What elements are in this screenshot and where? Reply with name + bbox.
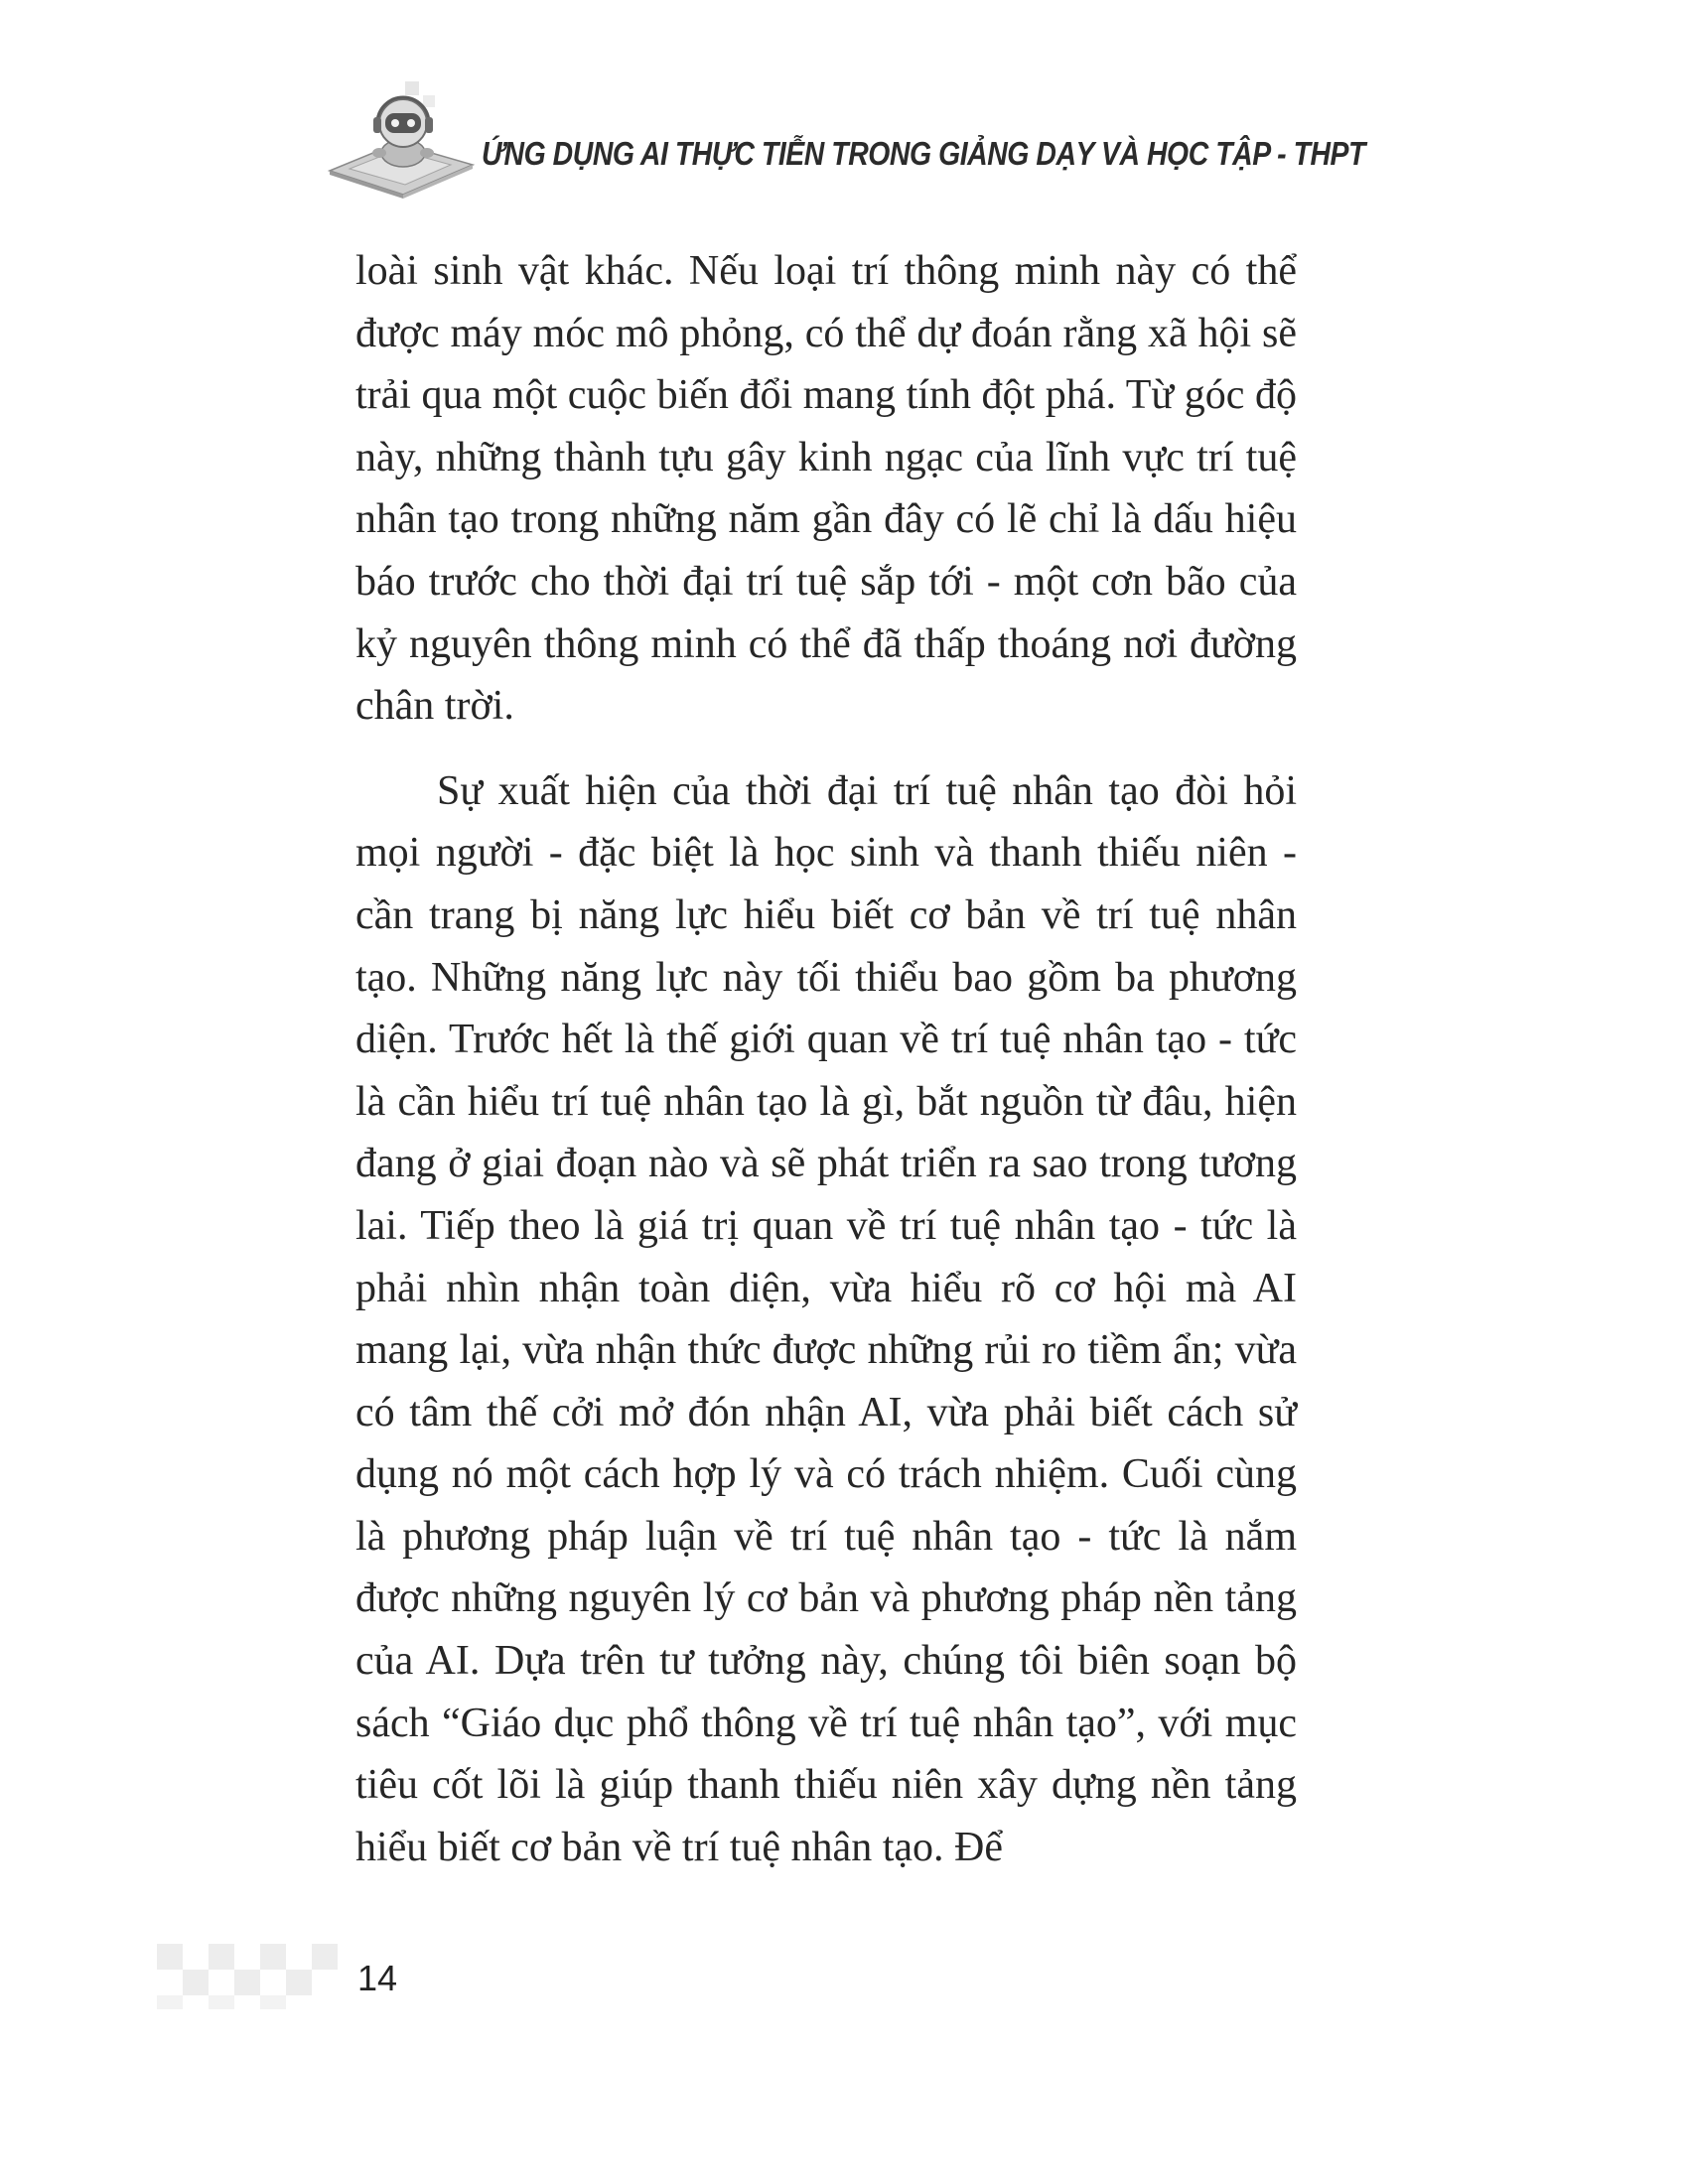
running-title: ỨNG DỤNG AI THỰC TIỄN TRONG GIẢNG DẠY VÀ HỌC TẬP - THPT [482,135,1365,172]
paragraph: loài sinh vật khác. Nếu loại trí thông minh này có thể được máy móc mô phỏng, có thể dự đoán rằng xã hội sẽ trải qua một cuộc biến đổi mang tính đột phá. Từ góc độ này, những thành tựu gây kinh ngạc của lĩnh vực trí tuệ nhân tạo trong những năm gần đây có lẽ chỉ là dấu hiệu báo trước cho thời đại trí tuệ sắp tới - một cơn bão của kỷ nguyên thông minh có thể đã thấp thoáng nơi đường chân trời. [355,248,1297,730]
page-footer [157,1944,415,2013]
checker-pattern-decoration [157,1944,355,2013]
page-header [328,79,1420,208]
paragraph: Sự xuất hiện của thời đại trí tuệ nhân tạo đòi hỏi mọi người - đặc biệt là học sinh và thanh thiếu niên - cần trang bị năng lực hiểu biết cơ bản về trí tuệ nhân tạo. Những năng lực này tối thiểu bao gồm ba phương diện. Trước hết là thế giới quan về trí tuệ nhân tạo - tức là cần hiểu trí tuệ nhân tạo là gì, bắt nguồn từ đâu, hiện đang ở giai đoạn nào và sẽ phát triển ra sao trong tương lai. Tiếp theo là giá trị quan về trí tuệ nhân tạo - tức là phải nhìn nhận toàn diện, vừa hiểu rõ cơ hội mà AI mang lại, vừa nhận thức được những rủi ro tiềm ẩn; vừa có tâm thế cởi mở đón nhận AI, vừa phải biết cách sử dụng nó một cách hợp lý và có trách nhiệm. Cuối cùng là phương pháp luận về trí tuệ nhân tạo - tức là nắm được những nguyên lý cơ bản và phương pháp nền tảng của AI. Dựa trên tư tưởng này, chúng tôi biên soạn bộ sách “Giáo dục phổ thông về trí tuệ nhân tạo”, với mục tiêu cốt lõi là giúp thanh thiếu niên xây dựng nền tảng hiểu biết cơ bản về trí tuệ nhân tạo. Để [355,767,1297,1870]
robot-on-laptop-icon [328,79,477,199]
page-number: 14 [357,1958,398,1998]
body-text [355,240,1297,1878]
